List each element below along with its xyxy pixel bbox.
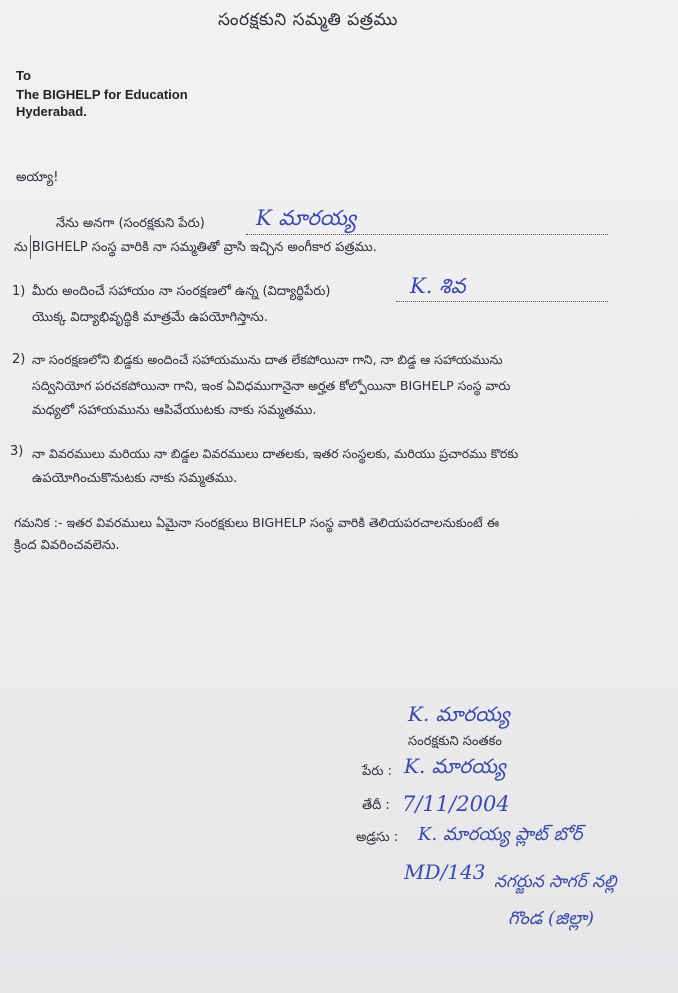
item-1-number: 1) (12, 284, 26, 299)
item-2-number: 2) (12, 352, 26, 367)
guardian-name-handwritten: K మారయ్య (256, 206, 357, 230)
salutation: అయ్యా! (16, 170, 59, 185)
item-2-line-3: మధ్యలో సహాయమును ఆపివేయుటకు నాకు సమ్మతము. (32, 403, 317, 418)
item-1-line-2: యొక్క విద్యాభివృద్ధికి మాత్రమే ఉపయోగిస్తాను. (32, 310, 268, 325)
name-handwritten: K. మారయ్య (404, 754, 506, 778)
guardian-name-label: నేను అనగా (సంరక్షకుని పేరు) (56, 216, 205, 231)
date-handwritten: 7/11/2004 (402, 792, 510, 816)
item-2-line-2: సద్వినియోగ పరచకపోయినా గాని, ఇంక ఏవిధముగానైనా అర్హత కోల్పోయినా BIGHELP సంస్థ వారు (32, 378, 511, 393)
item-2-line-1: నా సంరక్షణలోని బిడ్డకు అందించే సహాయమును దాత లేకపోయినా గాని, నా బిడ్డ ఆ సహాయమును (32, 352, 503, 367)
address-handwritten-line-2: MD/143 (404, 860, 486, 884)
form-title: సంరక్షకుని సమ్మతి పత్రము (218, 10, 398, 30)
student-name-handwritten: K. శివ (410, 274, 466, 298)
address-label: అడ్రసు : (356, 830, 399, 845)
item-3-number: 3) (10, 444, 24, 459)
item-3-line-1: నా వివరములు మరియు నా బిడ్డల వివరములు దాతలకు, ఇతర సంస్థలకు, మరియు ప్రచారము కొరకు (32, 446, 519, 461)
address-handwritten-line-4: గొండ (జిల్లా) (508, 908, 594, 929)
item-1-line-1: మీరు అందించే సహాయం నా సంరక్షణలో ఉన్న (విద్యార్థిపేరు) (32, 284, 331, 299)
intro-line-2: ను BIGHELP సంస్థ వారికి నా సమ్మతితో వ్రాసి ఇచ్చిన అంగీకార పత్రము. (14, 240, 377, 255)
name-label: పేరు : (362, 764, 392, 779)
date-label: తేదీ : (362, 798, 390, 813)
address-to: To (16, 68, 31, 83)
address-org: The BIGHELP for Education (16, 87, 188, 102)
item-3-line-2: ఉపయోగించుకొనుటకు నాకు సమ్మతము. (32, 471, 238, 486)
address-city: Hyderabad. (16, 104, 87, 119)
note-line-2: క్రింద వివరించవలెను. (14, 538, 120, 553)
address-handwritten-line-3: నగర్జున సాగర్ నల్లి (494, 872, 617, 892)
guardian-signature: K. మారయ్య (408, 702, 510, 726)
note-line-1: గమనిక :- ఇతర వివరములు ఏమైనా సంరక్షకులు BIGHELP సంస్థ వారికి తెలియపరచాలనుకుంటే ఈ (14, 515, 500, 530)
signature-label: సంరక్షకుని సంతకం (408, 734, 502, 749)
address-handwritten-line-1: K. మారయ్య ప్లాట్ బోర్ (418, 824, 583, 845)
